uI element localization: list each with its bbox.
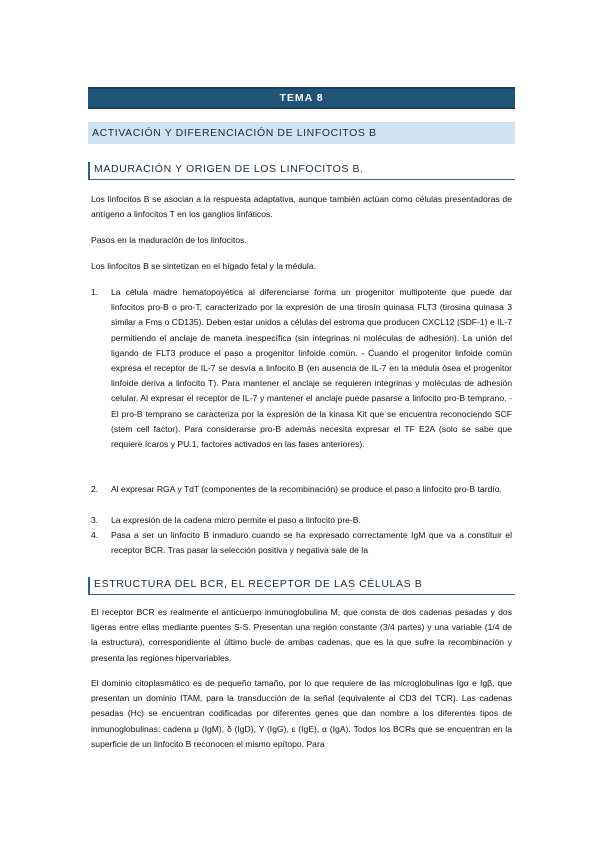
list-item — [91, 513, 512, 528]
paragraph: Los linfocitos B se asocian a la respuesta adaptativa, aunque también actúan como células presentadoras de antígeno a linfocitos T en los ganglios linfáticos. — [91, 194, 512, 220]
chapter-subtitle: ACTIVACIÓN Y DIFERENCIACIÓN DE LINFOCITOS B — [88, 122, 515, 144]
list-number: 4. — [91, 530, 99, 540]
list-text: La célula madre hematopoyética al diferenciarse forma un progenitor multipotente que puede dar linfocitos pro-B o pro-T, caracterizado por la expresión de una tirosín quinasa FLT3 (tirosina quinasa 3 similar a Fms o CD135). Deben estar unidos a células del estroma que producen CXCL12 (SDF-1) e IL-7 permitiendo el anclaje de maneta inespecífica (sin integrinas ni moléculas de adhesión). La unión del ligando de FLT3 produce el paso a progenitor linfoide común. - Cuando el progenitor linfoide común expresa el receptor de IL-7 se desvía a linfocito B (en ausencia de IL-7 en la médula ósea el progenitor linfoide deriva a linfocito T). Para mantener el anclaje se requieren integrinas y moléculas de adhesión celular. Al expresar el receptor de IL-7 y mantener el anclaje puede pasarse a linfocito pro-B temprano. - El pro-B temprano se caracteriza por la expresión de la kinasa Kit que se encuentra reconociendo SCF (stem cell factor). Para considerarse pro-B además necesita expresar el TF E2A (solo se sabe que requiere ícaros y PU.1, factores activados en las fases anteriores). — [111, 287, 512, 450]
list-text: Pasa a ser un linfocito B inmaduro cuando se ha expresado correctamente IgM que va a constituir el receptor BCR. Tras pasar la selección positiva y negativa sale de la — [111, 530, 512, 556]
paragraph: Pasos en la maduración de los linfocitos. — [91, 235, 247, 245]
paragraph: El dominio citoplasmático es de pequeño tamaño, por lo que requiere de las microglobulinas Igα e Igβ, que presentan un dominio ITAM, para la transducción de la señal (equivalente al CD3 del TCR). Las cadenas pesadas (Hc) se encuentran codificadas por diferentes genes que dan nombre a los diferentes tipos de inmunoglobulinas: cadena μ (IgM), δ (IgD), Υ (IgG), ε (IgE), α (IgA). Todos los BCRs que se encuentran en la superficie de un linfocito B reconocen el mismo epítopo. Para — [91, 678, 512, 749]
list-number: 2. — [91, 484, 99, 494]
list-item — [91, 285, 512, 452]
section-heading-maduracion: MADURACIÓN Y ORIGEN DE LOS LINFOCITOS B. — [88, 162, 515, 180]
list-text: Al expresar RGA y TdT (componentes de la recombinación) se produce el paso a linfocito pro-B tardío. — [111, 484, 502, 494]
list-item — [91, 482, 512, 497]
section-heading-estructura: ESTRUCTURA DEL BCR, EL RECEPTOR DE LAS CÉLULAS B — [88, 577, 515, 595]
paragraph: Los linfocitos B se sintetizan en el hígado fetal y la médula. — [91, 261, 317, 271]
paragraph: El receptor BCR es realmente el anticuerpo inmunoglobulina M, que consta de dos cadenas pesadas y dos ligeras entre ellas mediante puentes S-S. Presentan una región constante (3/4 partes) y una variable (1/4 de la estructura), correspondiente al último bucle de ambas cadenas, que es la que sufre la recombinación y presenta las regiones hipervariables. — [91, 607, 512, 663]
list-text: La expresión de la cadena micro permite el paso a linfocito pre-B. — [111, 515, 361, 525]
list-number: 3. — [91, 515, 99, 525]
list-item — [91, 528, 512, 558]
chapter-banner: TEMA 8 — [88, 87, 515, 109]
list-number: 1. — [91, 287, 99, 297]
